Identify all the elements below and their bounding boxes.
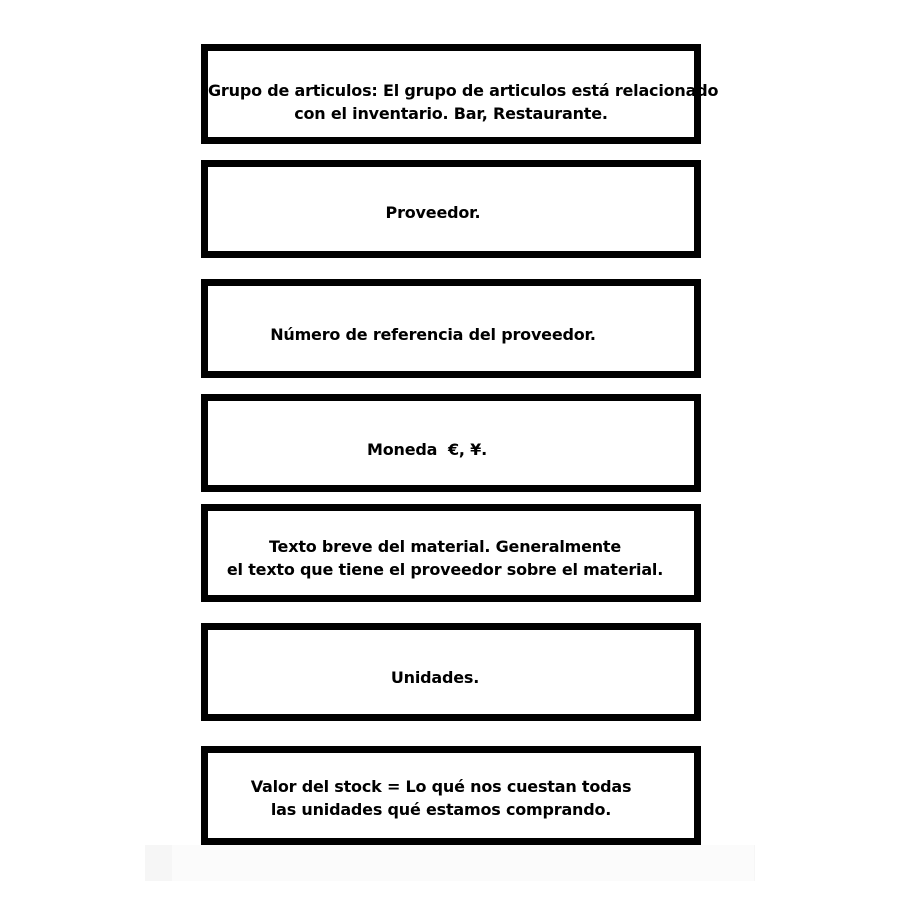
box-line: el texto que tiene el proveedor sobre el material. — [226, 560, 664, 579]
box-unidades — [201, 623, 701, 721]
box-unidades-text — [192, 666, 678, 689]
box-line: Grupo de articulos: El grupo de articulos está relacionado — [208, 81, 719, 100]
box-line: las unidades qué estamos comprando. — [270, 800, 612, 819]
box-line: Valor del stock = Lo qué nos cuestan todas — [250, 777, 632, 796]
box-numero-referencia — [201, 279, 701, 378]
box-line: Texto breve del material. Generalmente — [268, 537, 622, 556]
box-line: Moneda €, ¥. — [367, 440, 487, 459]
box-proveedor-text — [190, 201, 676, 224]
box-line: Unidades. — [390, 668, 480, 687]
box-grupo-articulos — [201, 44, 719, 144]
box-texto-breve-text — [202, 535, 688, 581]
box-valor-stock-text — [198, 775, 684, 821]
box-texto-breve — [201, 504, 701, 602]
box-line: con el inventario. Bar, Restaurante. — [294, 104, 608, 123]
box-grupo-articulos-text — [208, 79, 719, 125]
box-moneda-text — [184, 438, 670, 461]
bottom-fade-inner — [172, 845, 754, 881]
box-numero-referencia-text — [190, 323, 676, 346]
box-proveedor — [201, 160, 701, 258]
box-line: Proveedor. — [385, 203, 481, 222]
box-valor-stock — [201, 746, 701, 845]
box-line: Número de referencia del proveedor. — [270, 325, 596, 344]
box-moneda — [201, 394, 701, 492]
